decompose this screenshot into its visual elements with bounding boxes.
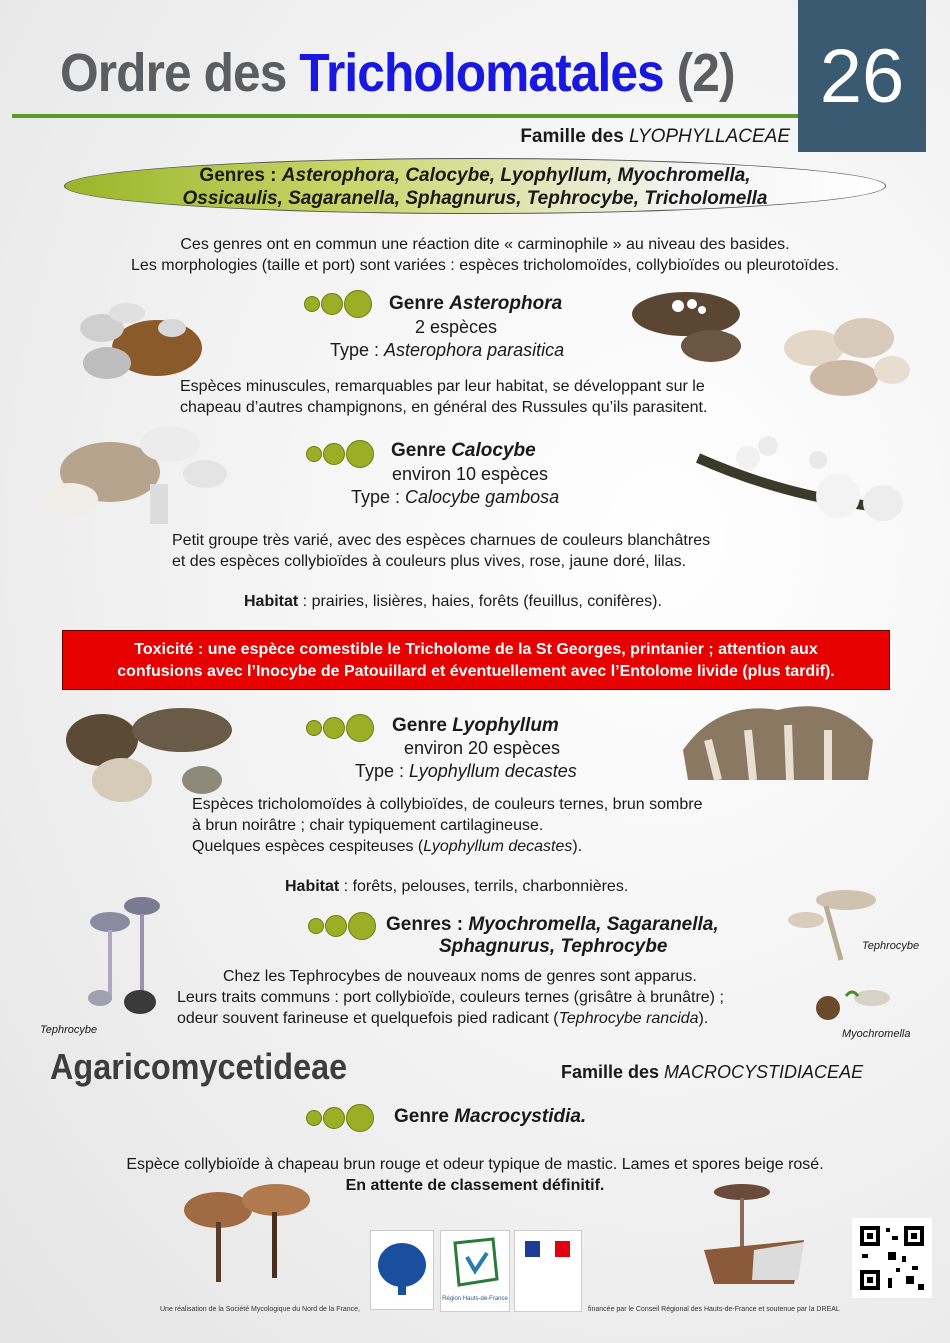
intro-text: Ces genres ont en commun une réaction dite « carminophile » au niveau des basides. Les morphologies (taille et port) sont variées : espèces tricholomoïdes, collybioïdes ou pleurotoïdes. — [131, 236, 839, 274]
lyophyllum-type: Type : Lyophyllum decastes — [355, 761, 577, 781]
rating-dots-icon — [306, 440, 374, 468]
genres-banner: Genres : Asterophora, Calocybe, Lyophyllum, Myochromella, Ossicaulis, Sagaranella, Sphagnurus, Tephrocybe, Tricholomella — [64, 158, 886, 214]
page-title: Ordre des Tricholomatales (2) — [60, 43, 735, 103]
tephrocybe-photo-right — [786, 880, 898, 972]
lyophyllum-photo-right — [678, 690, 876, 788]
genre-macrocystidia-heading: Genre Macrocystidia. — [394, 1106, 587, 1127]
toxicity-warning: Toxicité : une espèce comestible le Tricholome de la St Georges, printanier ; attention aux confusions avec l’Inocybe de Patouillard et éventuellement avec l’Entolome livide (plus tardif). — [62, 630, 890, 690]
macrocystidia-description: Espèce collybioïde à chapeau brun rouge et odeur typique de mastic. Lames et spores beige rosé. En attente de classement définitif. — [126, 1156, 824, 1194]
genre-calocybe-heading: Genre Calocybe — [391, 440, 536, 461]
rating-dots-icon — [304, 290, 372, 318]
others-description: Chez les Tephrocybes de nouveaux noms de genres sont apparus. Leurs traits communs : port collybioïde, couleurs ternes (grisâtre à brunâtre) ; odeur souvent farineuse et quelquefois pied radicant (Tephrocybe rancida). — [177, 968, 724, 1027]
page-number: 26 — [819, 33, 905, 119]
lyophyllum-habitat: Habitat : forêts, pelouses, terrils, charbonnières. — [285, 878, 629, 895]
genres-others-heading: Genres : Myochromella, Sagaranella, Sphagnurus, Tephrocybe — [386, 914, 719, 957]
caption-tephrocybe-right: Tephrocybe — [862, 940, 920, 952]
calocybe-photo-right — [688, 418, 910, 526]
region-logo-text: Région Hauts-de-France — [442, 1296, 508, 1302]
calocybe-habitat: Habitat : prairies, lisières, haies, forêts (feuillus, conifères). — [244, 593, 662, 610]
genre-asterophora-heading: Genre Asterophora — [389, 293, 563, 314]
asterophora-count: 2 espèces — [414, 317, 498, 337]
qr-code-icon[interactable] — [852, 1218, 932, 1298]
asterophora-description: Espèces minuscules, remarquables par leur habitat, se développant sur le chapeau d’autres champignons, en général des Russules qu’ils parasitent. — [180, 378, 708, 416]
calocybe-photo-left — [30, 414, 230, 542]
family-heading-macrocystidiaceae: Famille des MACROCYSTIDIACEAE — [561, 1062, 864, 1082]
society-logo — [370, 1230, 434, 1310]
title-divider — [12, 114, 798, 118]
family-heading-lyophyllaceae: Famille des LYOPHYLLACEAE — [520, 126, 790, 147]
credit-left: Une réalisation de la Société Mycologique du Nord de la France, — [160, 1306, 361, 1313]
page-number-badge — [798, 0, 926, 152]
macrocystidia-photo-right — [694, 1180, 812, 1290]
region-logo — [440, 1230, 510, 1312]
asterophora-photo-middle — [626, 286, 750, 368]
caption-tephrocybe-left: Tephrocybe — [40, 1024, 98, 1036]
myochromella-photo — [812, 984, 908, 1030]
lyophyllum-description: Espèces tricholomoïdes à collybioïdes, de couleurs ternes, brun sombre à brun noirâtre ; chair typiquement cartilagineuse. Quelques espèces cespiteuses (Lyophyllum decastes). — [192, 796, 703, 855]
genre-lyophyllum-heading: Genre Lyophyllum — [392, 715, 559, 736]
asterophora-type: Type : Asterophora parasitica — [330, 340, 565, 360]
rating-dots-icon — [306, 714, 374, 742]
calocybe-description: Petit groupe très varié, avec des espèces charnues de couleurs blanchâtres et des espèces collybioïdes à couleurs plus vives, rose, jaune doré, lilas. — [172, 532, 711, 570]
calocybe-count: environ 10 espèces — [391, 464, 549, 484]
rating-dots-icon — [306, 1104, 374, 1132]
caption-myochromella: Myochromella — [842, 1028, 911, 1040]
rating-dots-icon — [308, 912, 376, 940]
macrocystidia-photo-left — [178, 1176, 316, 1290]
subclass-heading: Agaricomycetideae — [50, 1046, 348, 1087]
credit-right: financée par le Conseil Régional des Hauts-de-France et soutenue par la DREAL — [588, 1306, 840, 1313]
tephrocybe-photo-left — [80, 894, 170, 1022]
state-logo — [514, 1230, 582, 1312]
calocybe-type: Type : Calocybe gambosa — [351, 487, 560, 507]
lyophyllum-count: environ 20 espèces — [403, 738, 561, 758]
